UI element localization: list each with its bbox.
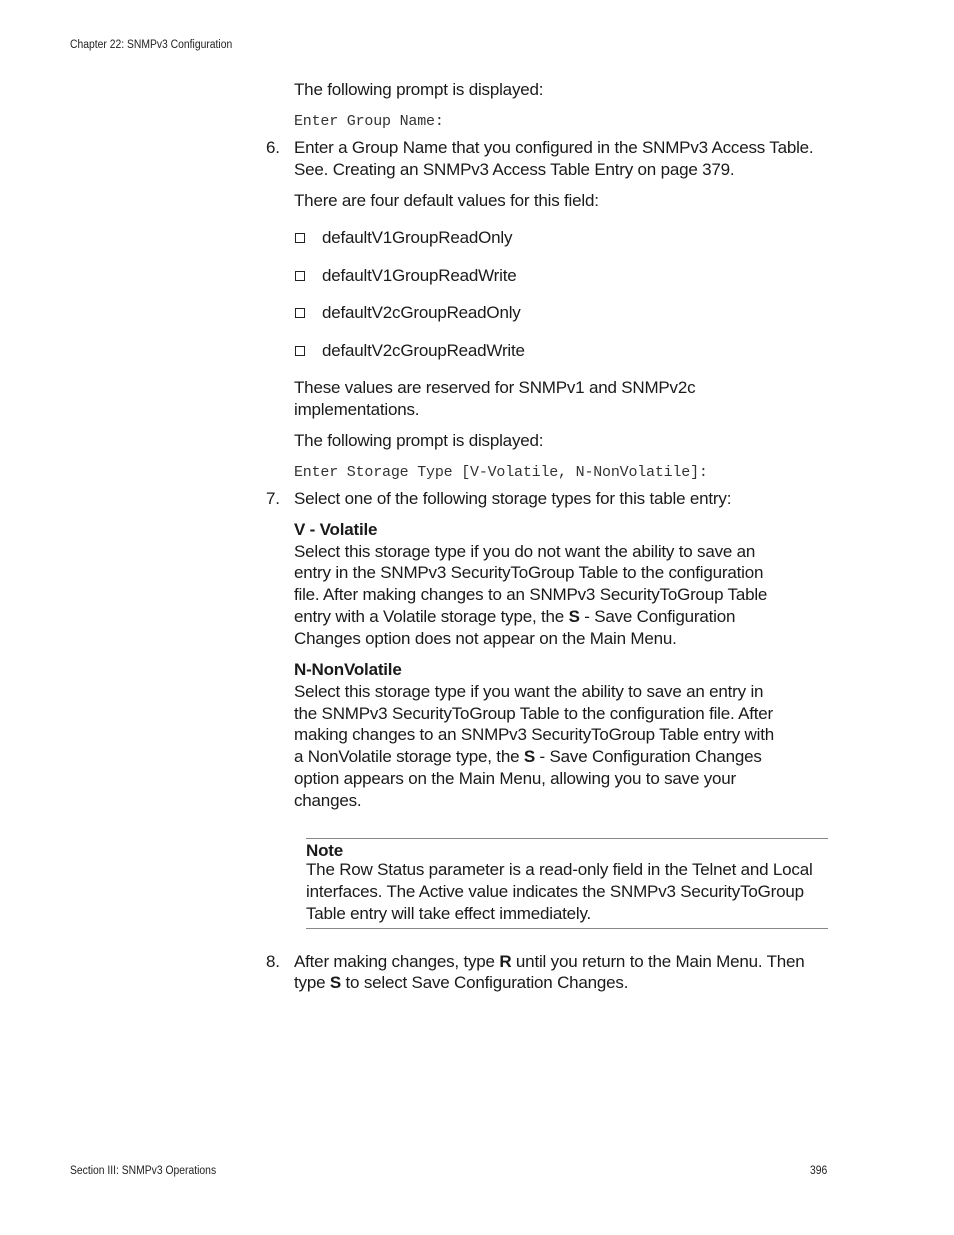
step-8-l1-pre: After making changes, type [294, 952, 500, 971]
checkbox-bullet-icon [295, 346, 305, 356]
checkbox-bullet-icon [295, 271, 305, 281]
prompt-code-2: Enter Storage Type [V-Volatile, N-NonVolatile]: [294, 464, 708, 481]
nonvolatile-line-4-pre: a NonVolatile storage type, the [294, 747, 524, 766]
volatile-line: file. After making changes to an SNMPv3 SecurityToGroup Table [294, 585, 768, 604]
checkbox-bullet-icon [295, 233, 305, 243]
list-item [294, 265, 834, 287]
step-8-line-2 [294, 972, 834, 994]
nonvolatile-line-6: changes. [294, 791, 362, 810]
step-8-number: 8. [266, 952, 280, 971]
step-8-l1-post: until you return to the Main Menu. Then [511, 952, 805, 971]
step-6-line-1: Enter a Group Name that you configured in the SNMPv3 Access Table. [294, 138, 814, 157]
return-key: R [499, 952, 512, 971]
default-value: defaultV1GroupReadWrite [322, 266, 517, 285]
prompt-intro-1: The following prompt is displayed: [294, 80, 544, 99]
step-6-line-2: See. Creating an SNMPv3 Access Table Entry on page 379. [294, 160, 735, 179]
default-value: defaultV1GroupReadOnly [322, 228, 513, 247]
note-line: The Row Status parameter is a read-only field in the Telnet and Local [306, 860, 813, 879]
prompt-code-1: Enter Group Name: [294, 113, 444, 130]
nonvolatile-line-4 [294, 746, 834, 768]
volatile-line-4 [294, 606, 834, 628]
page-header: Chapter 22: SNMPv3 Configuration [70, 39, 233, 51]
list-item [294, 227, 834, 249]
note-line: interfaces. The Active value indicates the SNMPv3 SecurityToGroup [306, 882, 804, 901]
volatile-line-4-pre: entry with a Volatile storage type, the [294, 607, 569, 626]
nonvolatile-line: Select this storage type if you want the ability to save an entry in [294, 682, 764, 701]
note-line: Table entry will take effect immediately. [306, 904, 592, 923]
defaults-intro: There are four default values for this field: [294, 191, 599, 210]
step-8-l2-pre: type [294, 973, 330, 992]
nonvolatile-line-5: option appears on the Main Menu, allowing you to save your [294, 769, 737, 788]
footer-section: Section III: SNMPv3 Operations [70, 1165, 217, 1177]
step-7-text: Select one of the following storage types for this table entry: [294, 489, 732, 508]
nonvolatile-line: the SNMPv3 SecurityToGroup Table to the configuration file. After [294, 704, 774, 723]
default-value: defaultV2cGroupReadOnly [322, 303, 521, 322]
note-heading: Note [306, 841, 343, 860]
note-top-divider [306, 838, 828, 839]
step-6-number: 6. [266, 138, 280, 157]
save-key: S [523, 747, 536, 766]
page-number: 396 [810, 1165, 828, 1177]
save-key: S [568, 607, 580, 626]
nonvolatile-heading: N-NonVolatile [294, 660, 402, 679]
reserved-line-2: implementations. [294, 400, 420, 419]
volatile-heading: V - Volatile [294, 520, 378, 539]
volatile-line: entry in the SNMPv3 SecurityToGroup Table to the configuration [294, 563, 764, 582]
step-8-l2-post: to select Save Configuration Changes. [341, 973, 629, 992]
save-key: S [329, 973, 341, 992]
checkbox-bullet-icon [295, 308, 305, 318]
reserved-line-1: These values are reserved for SNMPv1 and SNMPv2c [294, 378, 696, 397]
step-8-line-1 [294, 951, 834, 973]
step-7-number: 7. [266, 489, 280, 508]
volatile-line-5: Changes option does not appear on the Main Menu. [294, 629, 677, 648]
list-item [294, 340, 834, 362]
default-value: defaultV2cGroupReadWrite [322, 341, 525, 360]
nonvolatile-line: making changes to an SNMPv3 SecurityToGroup Table entry with [294, 725, 774, 744]
nonvolatile-line-4-post: - Save Configuration Changes [535, 747, 762, 766]
prompt-intro-2: The following prompt is displayed: [294, 431, 544, 450]
note-bottom-divider [306, 928, 828, 929]
volatile-line: Select this storage type if you do not want the ability to save an [294, 542, 756, 561]
volatile-line-4-post: - Save Configuration [579, 607, 736, 626]
list-item [294, 302, 834, 324]
